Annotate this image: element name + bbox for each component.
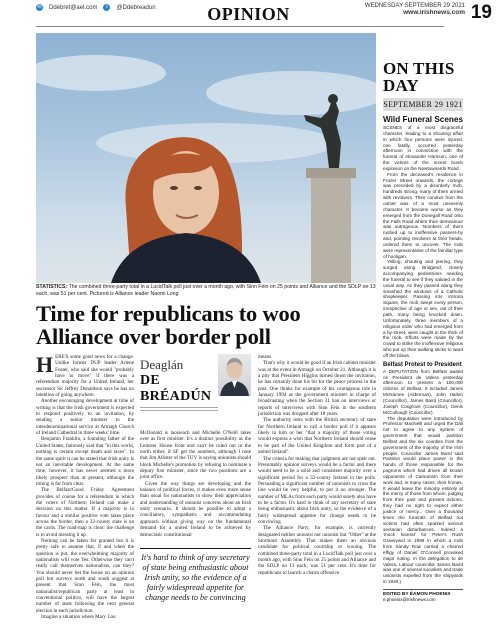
sidebar-heading-line-1: ON THIS [383,59,455,78]
on-this-day-sidebar [383,60,463,602]
author-email[interactable]: Ddebret@ael.com [49,4,98,11]
paragraph: McDonald is taoiseach and Michelle O'Neill takes over as first minister. It's a distinct possibility as the Leinster House front and can't be ruled out in the north either, if SF get the numbers, although I note that Jim Allister of the TUV is saying unionists should block Michelle's promotion by refusing to nominate a deputy first minister, since the two positions are a joint office. [140,430,251,481]
paragraph: A DEPUTATION from Belfast waited on President de Valera yesterday afternoon to present a 100,000 citizens of Belfast. It included James McNamee (Alderman), John Harkin (Councillor), James Baird (Councillor), Joseph Cosgrove (Councillor), Denis McCullough (Councillor). [383,368,463,415]
caption-text: The combined three-party total in a LucidTalk poll just over a month ago, with Sinn Féin on 25 points and Alliance and the SDLP on 13 each, was 51 per cent. Pictured is Alliance leader Naomi Long [36,284,376,297]
sidebar-story-1-title: Wild Funeral Scenes [383,115,464,124]
paragraph: Another encouraging development at time of writing is that the Irish government is expected to respond positively to an invitation, by sending a senior minister to the interdenominational service at Armagh Church of Ireland Cathedral in three weeks' time. [36,398,134,437]
issue-date: WEDNESDAY SEPTEMBER 29 2021 [364,3,465,9]
paragraph: means. [258,354,273,360]
date-block [365,3,465,16]
site-url[interactable]: www.irishnews.com [403,9,465,16]
header-divider [36,26,444,27]
paragraph: Yelling, shouting and jeering, they surged along Bridgend, closely accompanying pedestrians needing the funeral to see if they saluted in the usual way. As they passed along they smashed the windows of a Catholic shopkeeper. Passing into Victoria Square, the mob swept every person, irrespective of age or sex, out of their path, many being knocked down. Unfortunately, three members of a religious order who had emerged from a by-street, were caught in the thick of the mob. Efforts were made by the crowd to strike the inoffensive religious who put up their walking sticks to ward off the blows. [383,259,463,358]
paragraph: That's why it would be good if an Irish cabinet minister was at the event in Armagh on October 21. Although it is a pity that President Higgins turned down the invitation, he has certainly done his bit for the peace process in the past. One thinks for example of his courageous role in January 1994 as the government minister in charge of broadcasting when the Section 31 ban on interviews or reports of interviews with Sinn Féin in the southern jurisdiction was dropped after 18 years. [258,360,376,418]
sidebar-date: SEPTEMBER 29 1921 [383,100,463,109]
sidebar-editor-email[interactable]: e.phoenix@irishnews.com [383,596,436,602]
sidebar-story-2-title: Belfast Protest to President [383,361,462,368]
section-title: OPINION [207,4,290,24]
article-column-2 [140,430,251,538]
byline-rule [140,407,218,411]
sidebar-story-1-body [383,125,463,359]
photo-caption [36,284,376,297]
paragraph: Benjamin Franklin, a founding father of the United States, famously said that "in this world, nothing is certain except death and taxes". In the same spirit it can be stated that Irish unity is not an inevitable development. At the same time, however, it has never seemed a more likely prospect than at present, although the timing is far from clear. [36,436,134,487]
paragraph: The Belfast/Good Friday Agreement provides of course for a referendum in which the voters of Northern Ireland can make a decision on this matter. If a majority is in favour and a similar positive vote takes place across the border, then a 32-county state is on the cards. The road-map is clear: the challenge is to avoid messing it up. [36,487,134,538]
author-handle[interactable]: @Ddebreadun [116,4,156,11]
article-column-1 [36,354,134,620]
pull-quote: It's hard to think of any secretary of state being enthusiastic about Irish unity, so the evidence of a fairly widespread appetite for change needs to be convincing [140,548,251,603]
sidebar-heading-line-2: DAY [383,76,419,95]
drop-cap: H [36,352,54,377]
author-portrait-illustration [218,354,251,396]
twitter-icon: t [103,4,110,11]
byline-first-name: Deaglán [140,357,184,372]
paragraph: From the deceased's residence in Frazer Street onwards, the cortege was preceded by a disorderly mob, hundreds strong, many of them armed with revolvers. Their conduct from the outset was of a most unseemly character. It became worse as they emerged from the Donegall Road onto the Falls Road where their demeanour was outrageous. Numbers of them rushed up to inoffensive passers-by and, pointing revolvers at their heads, ordered them to uncover. The mob were representative of the familiar type of hooligan. [383,171,463,259]
byline-last-name: DE BRÉADÚN [140,373,212,404]
lead-photo [36,33,376,283]
paragraph: The authority rests with the British secretary of state for Northern Ireland to call a border poll if it appears likely to him or her "that a majority of those voting would express a wish that Northern Ireland should cease to be part of the United Kingdom and form part of a united Ireland". [258,417,376,456]
article-column-3 [258,354,376,576]
sidebar-story-2-body [383,369,463,585]
paragraph: SCENES of a most disgraceful character, leading to a shooting affair in which four persons were injured, one fatally, occurred yesterday afternoon in connection with the funeral of Alexander Harrison, one of the victims of the recent bomb explosion on the Newtownards Road. [383,125,463,171]
paragraph: Nothing can be taken for granted but it is pretty safe to assume that, if and when the question is put, the overwhelming majority of nationalists will vote Yes. Otherwise they can't really call themselves nationalists, can they? You should never bet the house on an opinion poll but surveys north and south suggest at present that Sinn Féin, the most nationalist/republican party at least in conventional politics, will have the largest number of seats following the next general election in each jurisdiction. [36,537,134,614]
paragraph: Imagine a situation where Mary Lou [41,614,116,621]
author-portrait [218,354,251,396]
paragraph: The Alliance Party, for example, is currently designated neither unionist nor unionist but "Other" at the Stormont Assembly. That makes them an obvious candidate for political courtship or wooing. The combined three-party total in a LucidTalk poll just over a month ago, with Sinn Féin on 25 points and Alliance and the SDLP on 13 each, was 51 per cent. It's time for republicans to launch a charm offensive. [258,525,376,576]
paragraph: The deputation were introduced by Professor MacNeill and urged the Dáil not to agree to any system of government that would partition Belfast and the six counties from the government of the majority of the Irish people. Councillor James Baird said Partition would place power in the hands of those responsible for the pogroms which had driven all known opponents of Carsonism from their work and, in many cases, their homes. It would leave the minority entirely at the mercy of those from whom, judging from their past and present actions, they had no right to expect either justice or mercy... Over a thousand times the funerals of Belfast riot victims had often sparked serious sectarian disturbances. Indeed a 'mock funeral' for Peter's Rush Graveyard in 1898 in which a mob from Sandy Row carried a charred effigy of Daniel O'Connell provoked major rioting. In the delegation to de Valera, Labour councillor James Baird was one of several socialists and trade unionists expelled from the shipyards in 1920.) [383,415,463,585]
author-byline [140,357,218,411]
lead-photo-illustration [36,33,376,283]
page-number: 19 [470,2,492,23]
paragraph: Given the way things are developing and the balance of political forces, it makes even more sense than usual for nationalists to show their appreciation and understanding of unionist concerns about an Irish unity scenario. It should be possible to adopt a conciliatory, sympathetic and accommodating approach without giving way on the fundamental demand for a united Ireland to be achieved by democratic constitutional [140,480,251,538]
paragraph: ERE'S some good news for a change. Unlike former DUP leader Arlene Foster, who said she would "probably have to move" if there was a referendum majority for a United Ireland, her successor Sir Jeffrey Donaldson says he has no intention of going anywhere. [36,354,134,399]
mail-icon: ✉ [37,4,42,10]
caption-lead: STATISTICS: [36,284,68,290]
paragraph: The criteria for making that judgment are not spelt out. Presumably opinion surveys would be a factor and there would need to be a solid and consistent majority over a significant period for a 32-county Ireland in the polls. Persuading a significant number of unionists to cross the line would be very helpful, to put it no stronger. The number of MLAs from each party would surely also have to be a factor. It's hard to think of any secretary of state being enthusiastic about Irish unity, so the evidence of a fairly widespread appetite for change needs to be convincing. [258,455,376,525]
sidebar-editor: EDITED BY ÉAMON PHOENIX [383,589,463,597]
article-headline: Time for republicans to woo Alliance over border poll [36,301,301,349]
